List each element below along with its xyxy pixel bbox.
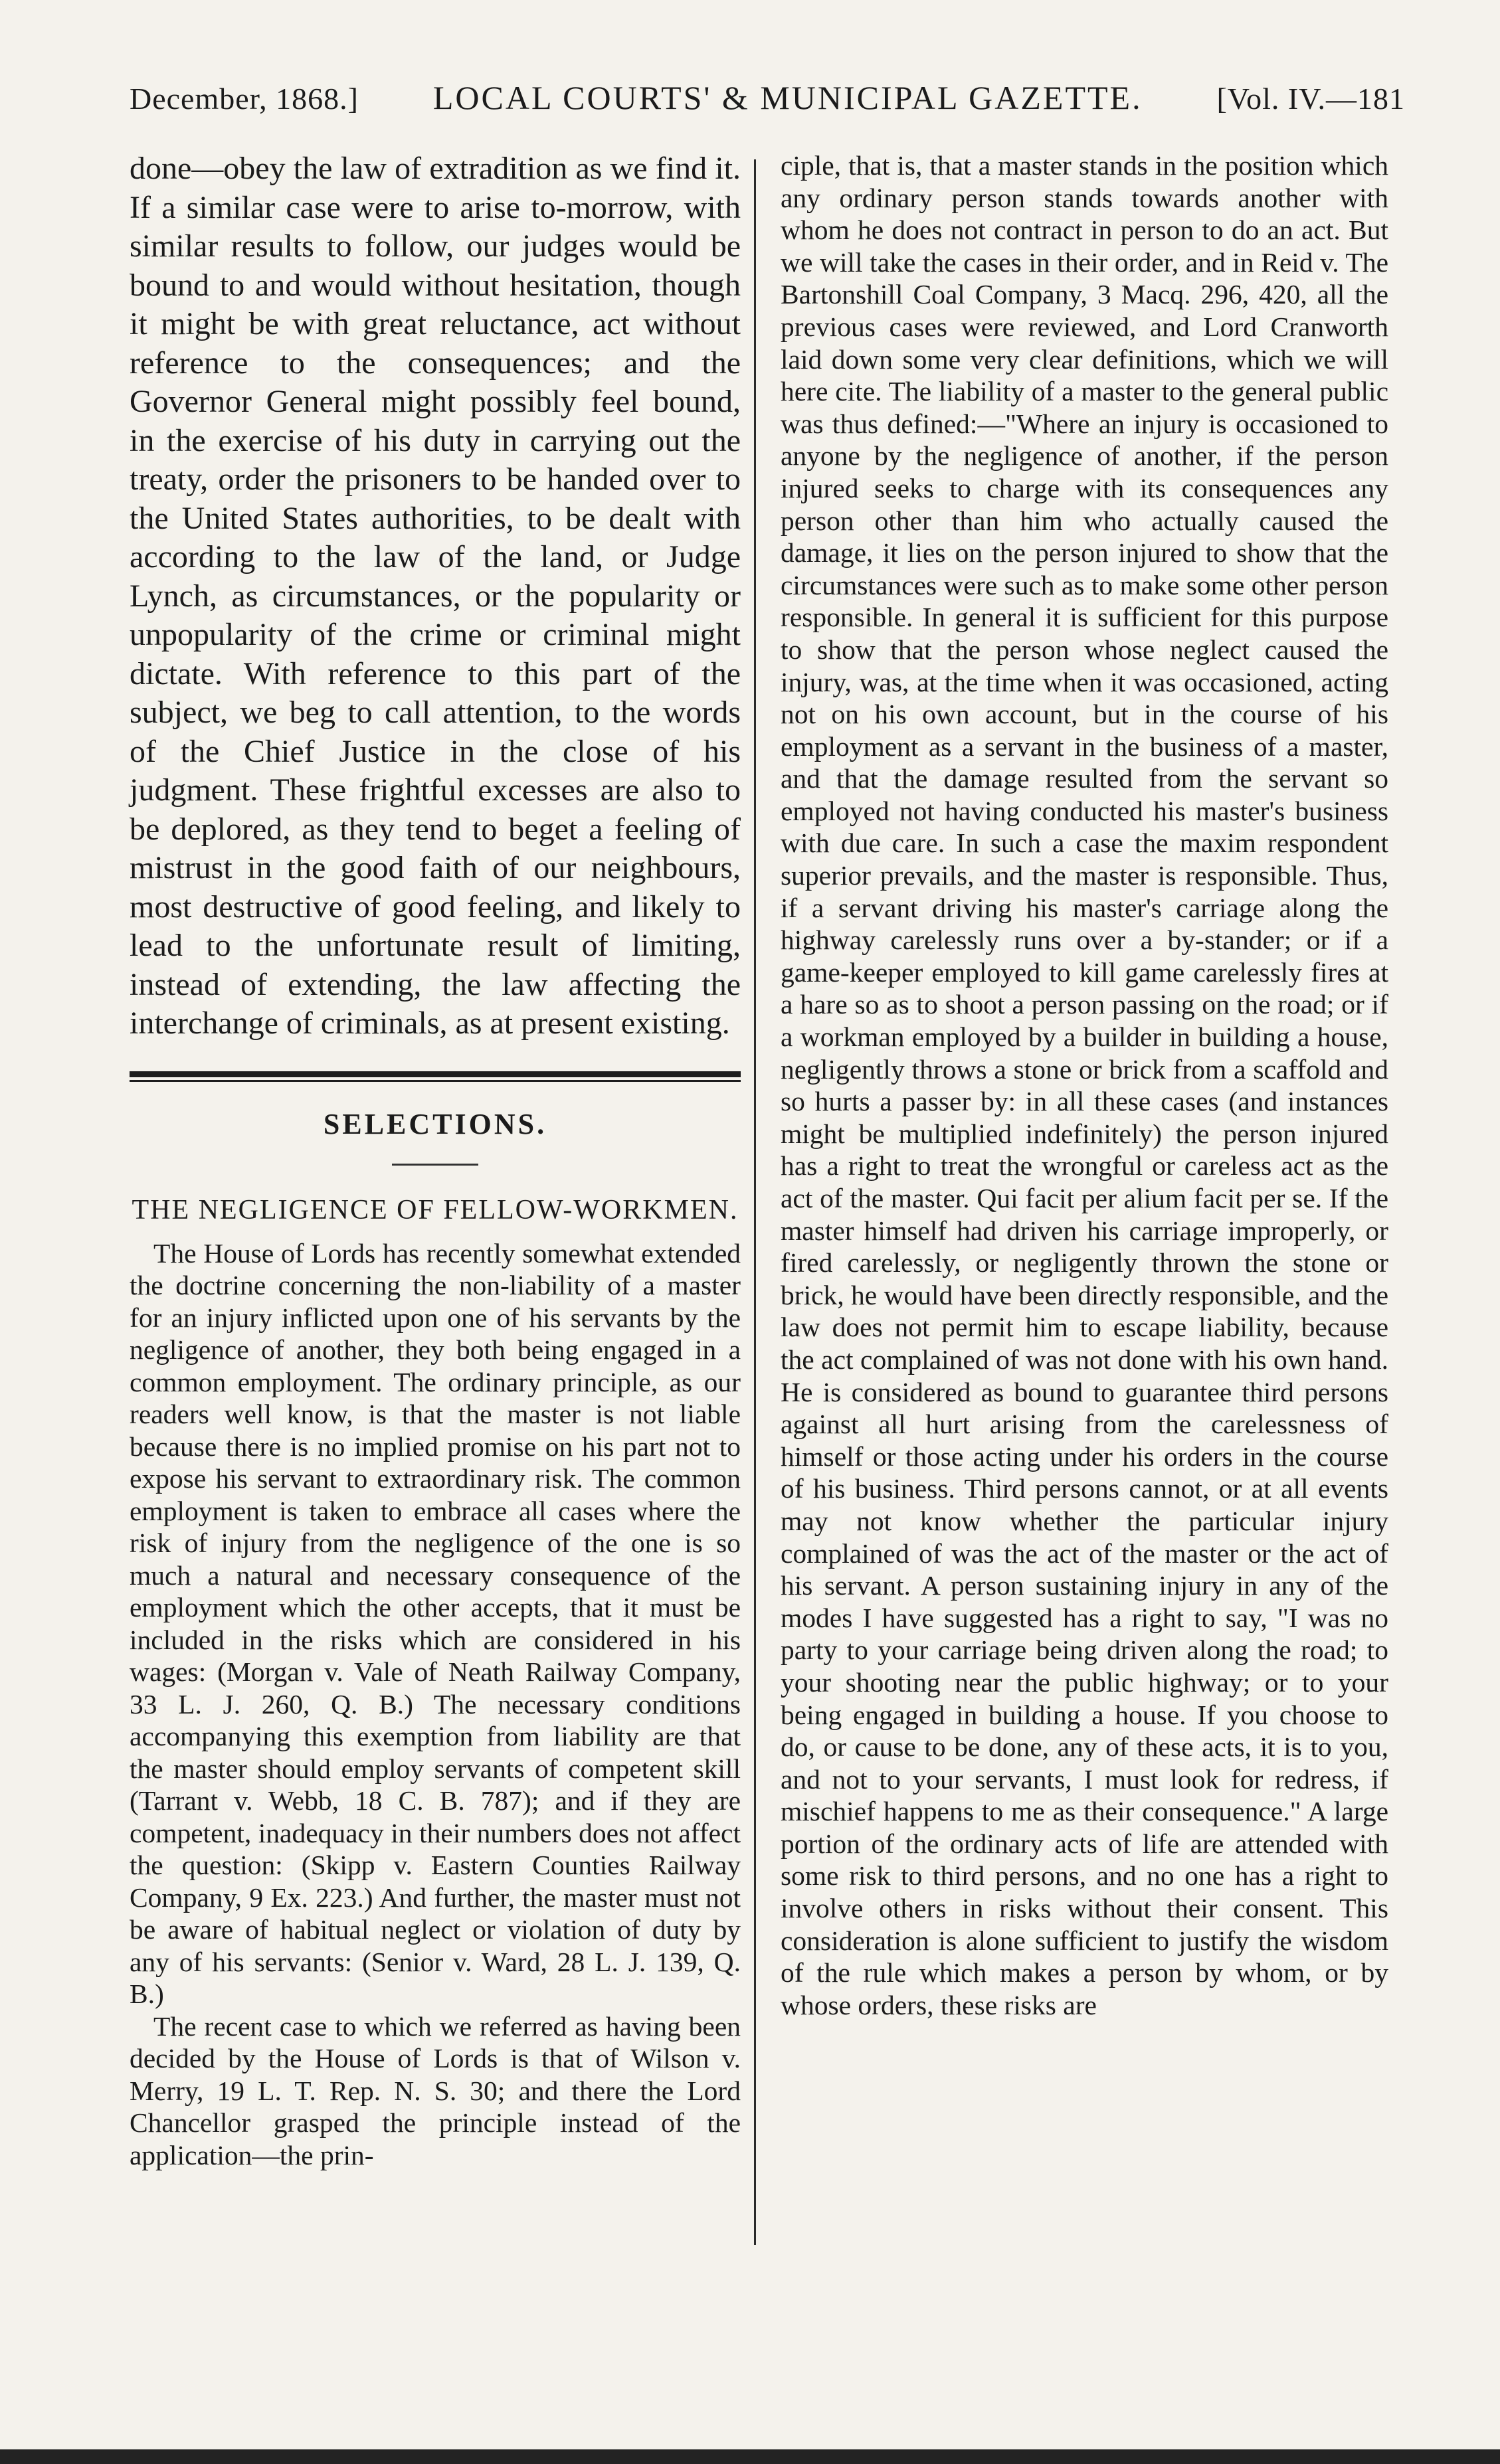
volume-page-number: [Vol. IV.—181 <box>1216 82 1405 116</box>
page-header <box>130 78 1405 138</box>
article-paragraph-continued: ciple, that is, that a master stands in the position which any ordinary person stands towards another with whom he does not contract in person to do an act. But we will take the cases in their order, and in Reid v. The Bartonshill Coal Company, 3 Macq. 296, 420, all the previous cases were reviewed, and Lord Cranworth laid down some very clear definitions, which we will here cite. The liability of a master to the general public was thus defined:—"Where an injury is occasioned to anyone by the negligence of another, if the person injured seeks to charge with its consequences any person other than him who actually caused the damage, it lies on the person injured to show that the circumstances were such as to make some other person responsible. In general it is sufficient for this purpose to show that the person whose neglect caused the injury, was, at the time when it was occasioned, acting not on his own account, but in the course of his employment as a servant in the business of a master, and that the damage resulted from the servant so employed not having conducted his master's business with due care. In such a case the maxim respondent superior prevails, and the master is responsible. Thus, if a servant driving his master's carriage along the highway carelessly runs over a by-stander; or if a game-keeper employed to kill game carelessly fires at a hare so as to shoot a person passing on the road; or if a workman employed by a builder in building a house, negligently throws a stone or brick from a scaffold and so hurts a passer by: in all these cases (and instances might be multiplied indefinitely) the person injured has a right to treat the wrongful or careless act as the act of the master. Qui facit per alium facit per se. If the master himself had driven his carriage improperly, or fired carelessly, or negligently thrown the stone or brick, he would have been directly responsible, and the law does not permit him to escape liability, because the act complained of was not done with his own hand. He is considered as bound to guarantee third persons against all hurt arising from the carelessness of himself or those acting under his orders in the course of his business. Third persons cannot, or at all events may not know whether the particular injury complained of was the act of the master or the act of his servant. A person sustaining injury in any of the modes I have suggested has a right to say, "I was no party to your carriage being driven along the road; to your shooting near the public highway; or to your being engaged in building a house. If you choose to do, or cause to be done, any of these acts, it is to you, and not to your servants, I must look for redress, if mischief happens to me as their consequence." A large portion of the ordinary acts of life are attended with some risk to third persons, and no one has a right to involve others in risks without their consent. This consideration is alone sufficient to justify the wisdom of the rule which makes a person by whom, or by whose orders, these risks are <box>781 150 1389 2020</box>
section-rule <box>130 1071 741 1082</box>
article-paragraph: The House of Lords has recently somewhat extended the doctrine concerning the non-liability of a master for an injury inflicted upon one of his servants by the negligence of another, they both being engaged in a common employment. The ordinary principle, as our readers well know, is that the master is not liable because there is no implied promise on his part not to expose his servant to extraordinary risk. The common employment is taken to embrace all cases where the risk of injury from the negligence of the one is so much a natural and necessary consequence of the employment which the other accepts, that it must be included in the risks which are considered in his wages: (Morgan v. Vale of Neath Railway Company, 33 L. J. 260, Q. B.) The necessary conditions accompanying this exemption from liability are that the master should employ servants of competent skill (Tarrant v. Webb, 18 C. B. 787); and if they are competent, inadequacy in their numbers does not affect the question: (Skipp v. Eastern Counties Railway Company, 9 Ex. 223.) And further, the master must not be aware of habitual neglect or violation of duty by any of his servants: (Senior v. Ward, 28 L. J. 139, Q. B.) <box>130 1237 741 2009</box>
column-divider <box>754 159 756 2245</box>
thin-rule <box>130 1080 741 1082</box>
short-divider <box>392 1164 478 1166</box>
publication-title: LOCAL COURTS' & MUNICIPAL GAZETTE. <box>432 79 1143 116</box>
article-paragraph: The recent case to which we referred as having been decided by the House of Lords is that of Wilson v. Merry, 19 L. T. Rep. N. S. 30; and there the Lord Chancellor grasped the principle instead of the application—the prin- <box>130 2010 741 2170</box>
article-title: THE NEGLIGENCE OF FELLOW-WORKMEN. <box>132 1194 739 1225</box>
section-heading: SELECTIONS. <box>323 1107 547 1140</box>
page-bottom-edge <box>0 2449 1500 2464</box>
right-column <box>781 149 1388 2021</box>
left-column <box>130 149 741 2171</box>
thick-rule <box>130 1071 741 1077</box>
issue-date: December, 1868.] <box>130 82 359 116</box>
continued-paragraph: done—obey the law of extradition as we find it. If a similar case were to arise to-morrow, with similar results to follow, our judges would be bound to and would without hesitation, though it might be with great reluctance, act without reference to the consequences; and the Governor General might possibly feel bound, in the exercise of his duty in carrying out the treaty, order the prisoners to be handed over to the United States authorities, to be dealt with according to the law of the land, or Judge Lynch, as circumstances, or the popularity or unpopularity of the crime or criminal might dictate. With reference to this part of the subject, we beg to call attention, to the words of the Chief Justice in the close of his judgment. These frightful excesses are also to be deplored, as they tend to beget a feeling of mistrust in the good faith of our neighbours, most destructive of good feeling, and likely to lead to the unfortunate result of limiting, instead of extending, the law affecting the interchange of criminals, as at present existing. <box>130 151 741 1041</box>
